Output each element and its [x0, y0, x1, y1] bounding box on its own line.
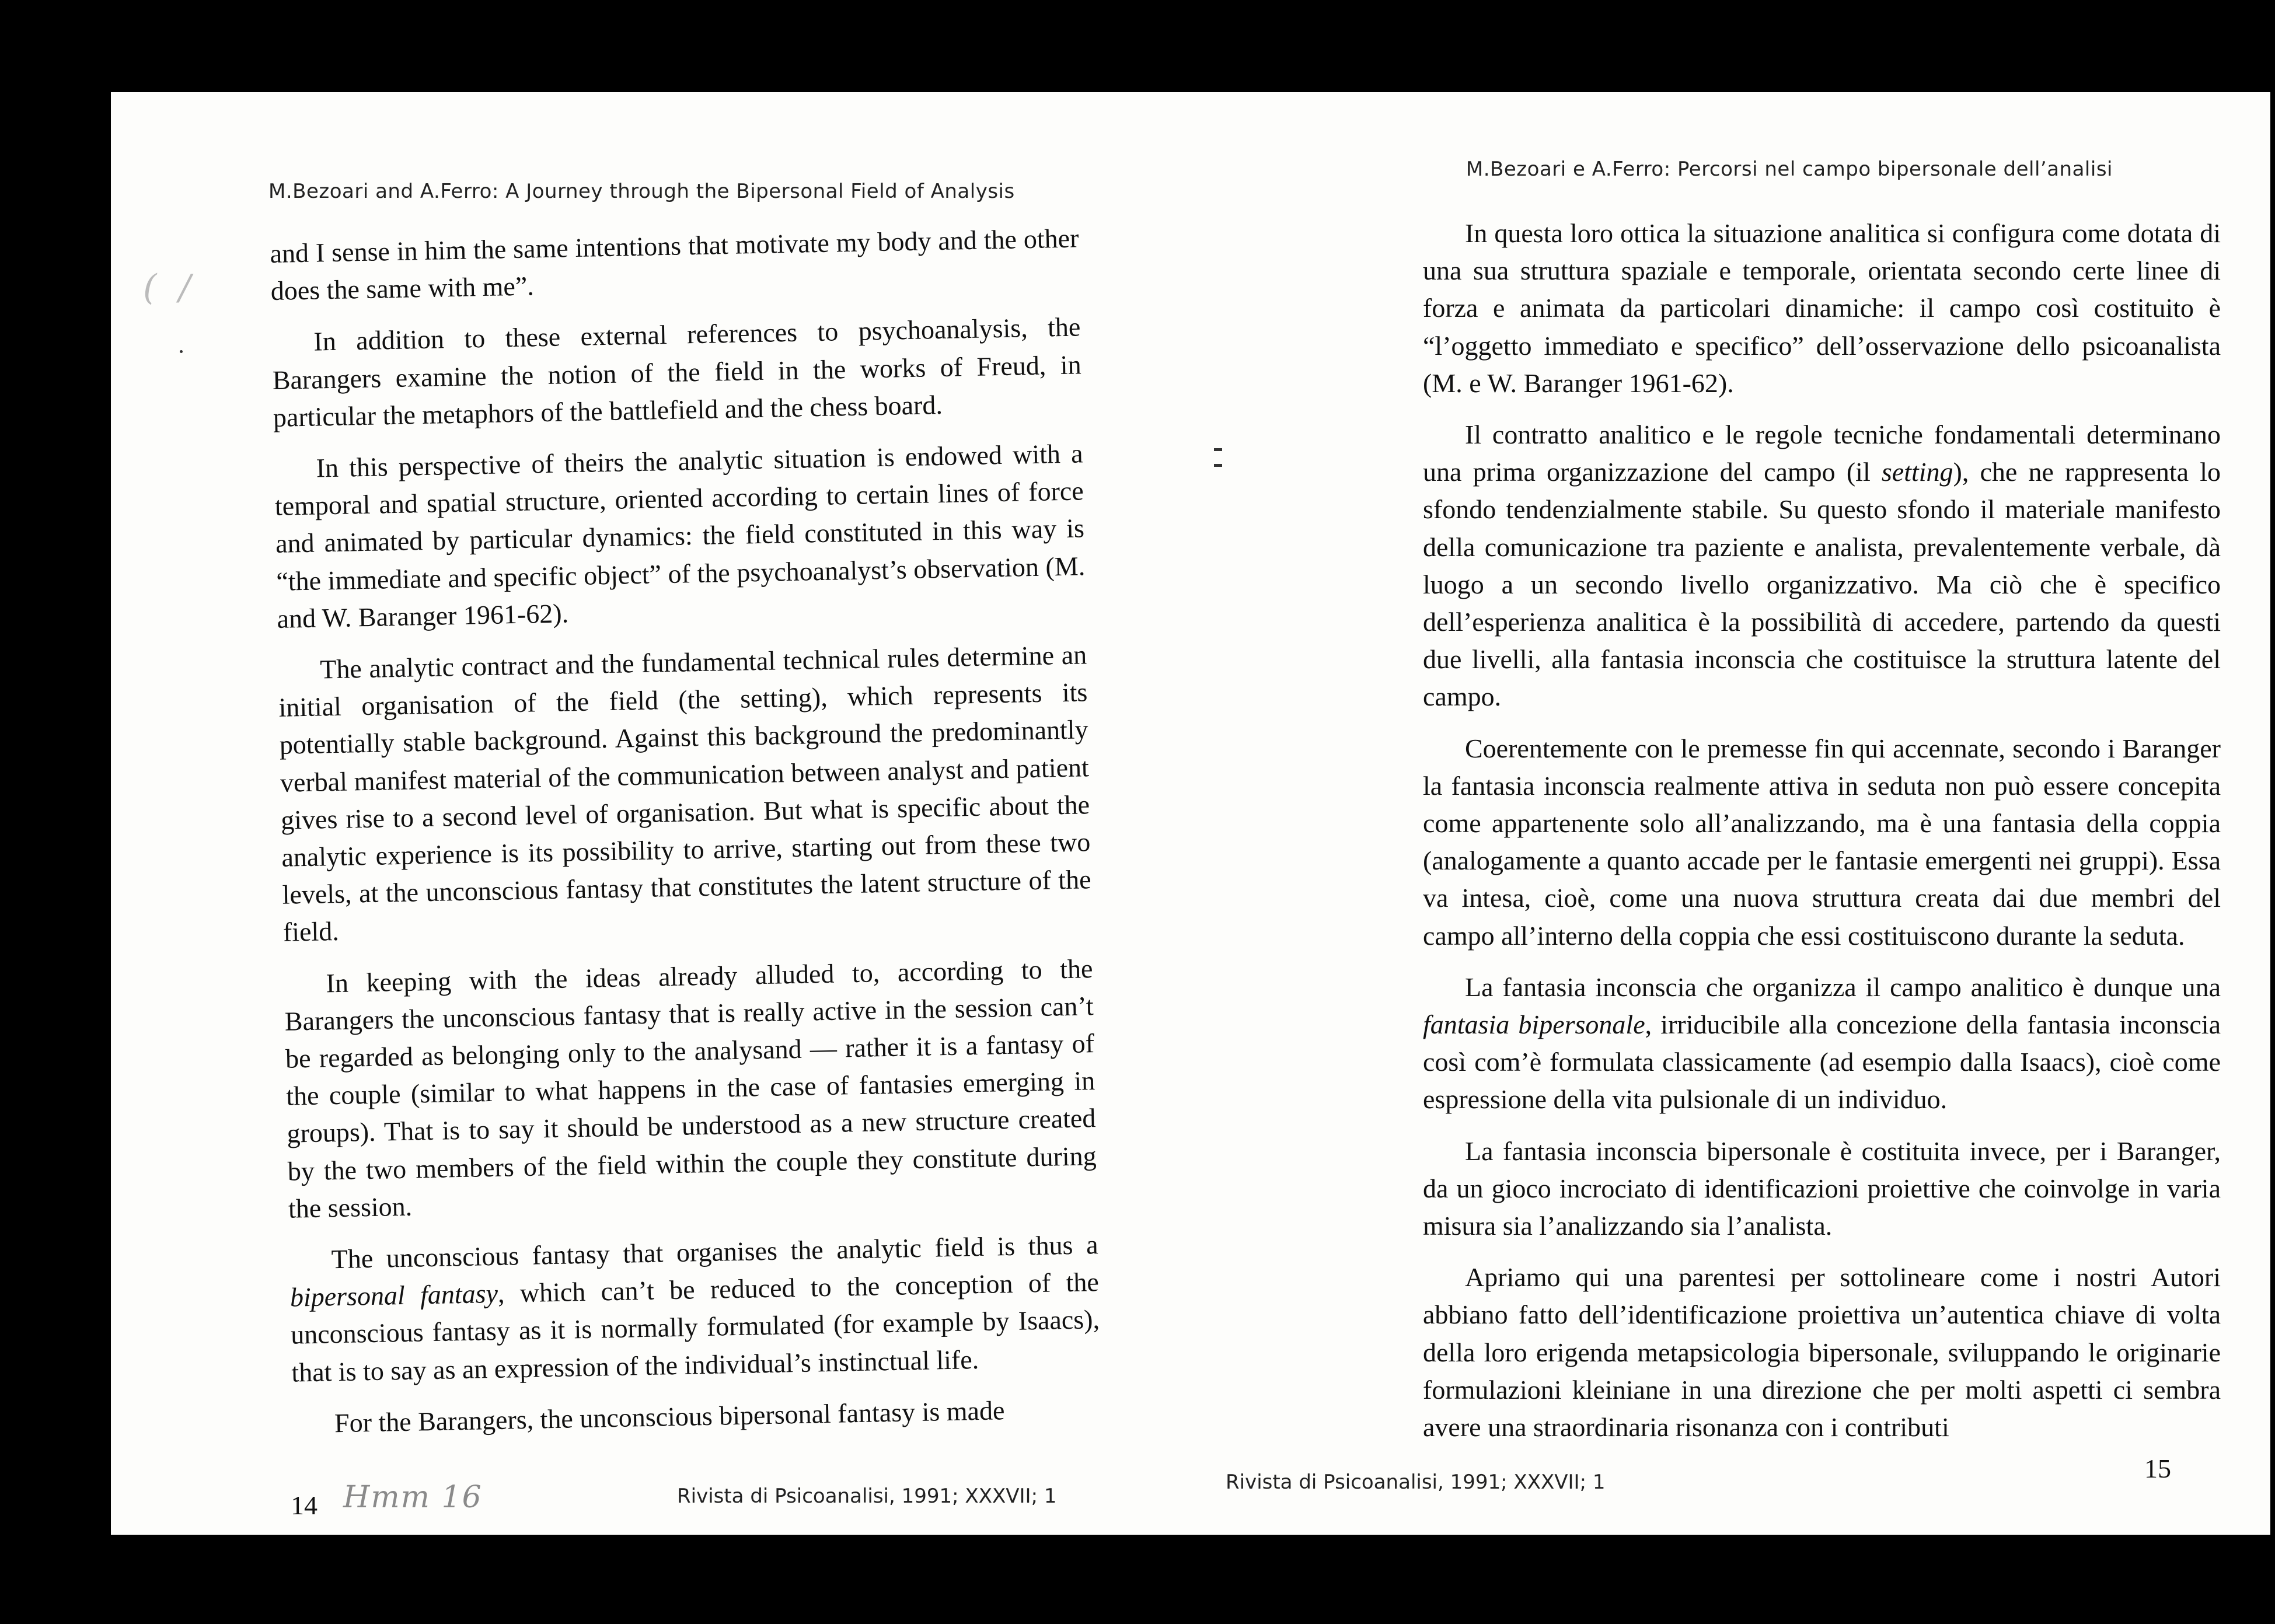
italic-term: setting — [1881, 457, 1953, 487]
italic-term: bipersonal fantasy — [289, 1279, 498, 1312]
text-run: Il contratto analitico e le regole tecniche fondamentali determinano una prima organizzazione del campo (il — [1423, 420, 2221, 487]
paragraph: Apriamo qui una parentesi per sottolineare come i nostri Autori abbiano fatto dell’identificazione proiettiva un’autentica chiave di volta della loro erigenda metapsicologia bipersonale, sviluppando le originarie formulazioni kleiniane in una direzione che per molti aspetti ci sembra avere una straordinaria risonanza con i contributi — [1423, 1262, 2221, 1443]
paragraph: For the Barangers, the unconscious bipersonal fantasy is made — [334, 1395, 1005, 1438]
paragraph: La fantasia inconscia bipersonale è costituita invece, per i Baranger, da un gioco incrociato di identificazioni proiettive che coinvolge in varia misura sia l’analizzando sia l’analista. — [1423, 1136, 2221, 1241]
text-run: La fantasia inconscia che organizza il campo analitico è dunque una — [1465, 972, 2221, 1002]
paragraph: In keeping with the ideas already alluded to, according to the Barangers the unconscious fantasy that is really active in the session can’t be regarded as belonging only to the analysand — rather it is a fantasy of the couple (similar to what happens in the case of fantasies emerging in groups). That is to say it should be understood as a new structure created by the two members of the field within the couple they constitute during the session. — [284, 953, 1097, 1224]
footer-left: Rivista di Psicoanalisi, 1991; XXXVII; 1 — [677, 1485, 1057, 1508]
paragraph — [1423, 969, 2221, 1119]
paragraph — [1423, 416, 2221, 716]
right-page — [1202, 92, 2270, 1535]
text-run: The unconscious fantasy that organises the analytic field is thus a — [331, 1230, 1098, 1274]
paragraph: In this perspective of theirs the analytic situation is endowed with a temporal and spatial structure, oriented according to certain lines of force and animated by particular dynamics: the field constituted in this way is “the immediate and specific object” of the psychoanalyst’s observation (M. and W. Baranger 1961-62). — [274, 438, 1086, 634]
text-run: , which can’t be reduced to the conception of the unconscious fantasy as it is normally formulated (for example by Isaacs), that is to say as an expression of the individual’s instinctual life. — [290, 1267, 1100, 1388]
running-head-right: M.Bezoari e A.Ferro: Percorsi nel campo bipersonale dell’analisi — [1466, 158, 2113, 181]
running-head-left: M.Bezoari and A.Ferro: A Journey through the Bipersonal Field of Analysis — [268, 180, 1015, 203]
book-spread — [111, 92, 2270, 1535]
paragraph: and I sense in him the same intentions that motivate my body and the other does the same with me”. — [270, 223, 1079, 306]
paragraph — [289, 1226, 1101, 1391]
text-run: , irriducibile alla concezione della fantasia inconscia così com’è formulata classicamente (ad esempio dalla Isaacs), cioè come espressione della vita pulsionale di un individuo. — [1423, 1010, 2221, 1115]
italic-term: fantasia bipersonale — [1423, 1010, 1645, 1040]
text-run: ), che ne rappresenta lo sfondo tendenzialmente stabile. Su questo sfondo il materiale manifesto della comunicazione tra paziente e analista, prevalentemente verbale, dà luogo a un secondo livello organizzativo. Ma ciò che è specifico dell’esperienza analitica è la possibilità di accedere, partendo da questi due livelli, alla fantasia inconscia che costituisce la struttura latente del campo. — [1423, 457, 2221, 712]
footer-right: Rivista di Psicoanalisi, 1991; XXXVII; 1 — [1226, 1471, 1606, 1494]
left-body-text — [270, 219, 1102, 1457]
paragraph: The analytic contract and the fundamental technical rules determine an initial organisation of the field (the setting), which represents its potentially stable background. Against this background the predominantly verbal manifest material of the communication between analyst and patient gives rise to a second level of organisation. But what is specific about the analytic experience is its possibility to arrive, starting out from these two levels, at the unconscious fantasy that constitutes the latent structure of the field. — [278, 640, 1091, 948]
right-body-text — [1423, 215, 2221, 1460]
handwritten-note: Hmm 16 — [343, 1480, 483, 1515]
pencil-margin-mark: ( / — [143, 267, 191, 308]
paragraph: Coerentemente con le premesse fin qui accennate, secondo i Baranger la fantasia inconscia realmente attiva in seduta non può essere concepita come appartenente solo all’analizzando, ma è una fantasia della coppia (analogamente a quanto accade per le fantasie emergenti nei gruppi). Essa va intesa, cioè, come una nuova struttura creata dai due membri del campo all’interno della coppia che essi costituiscono durante la seduta. — [1423, 733, 2221, 951]
page-number-right: 15 — [2144, 1454, 2171, 1483]
left-page — [111, 92, 1202, 1535]
page-number-left: 14 — [291, 1490, 317, 1520]
paragraph: In questa loro ottica la situazione analitica si configura come dotata di una sua struttura spaziale e temporale, orientata secondo certe linee di forza e animata da particolari dinamiche: il campo così costituito è “l’oggetto immediato e specifico” dell’osservazione dello psicoanalista (M. e W. Baranger 1961-62). — [1423, 218, 2221, 398]
paragraph: In addition to these external references to psychoanalysis, the Barangers examine the notion of the field in the works of Freud, in particular the metaphors of the battlefield and the chess board. — [272, 312, 1081, 432]
ink-dot — [180, 350, 183, 353]
